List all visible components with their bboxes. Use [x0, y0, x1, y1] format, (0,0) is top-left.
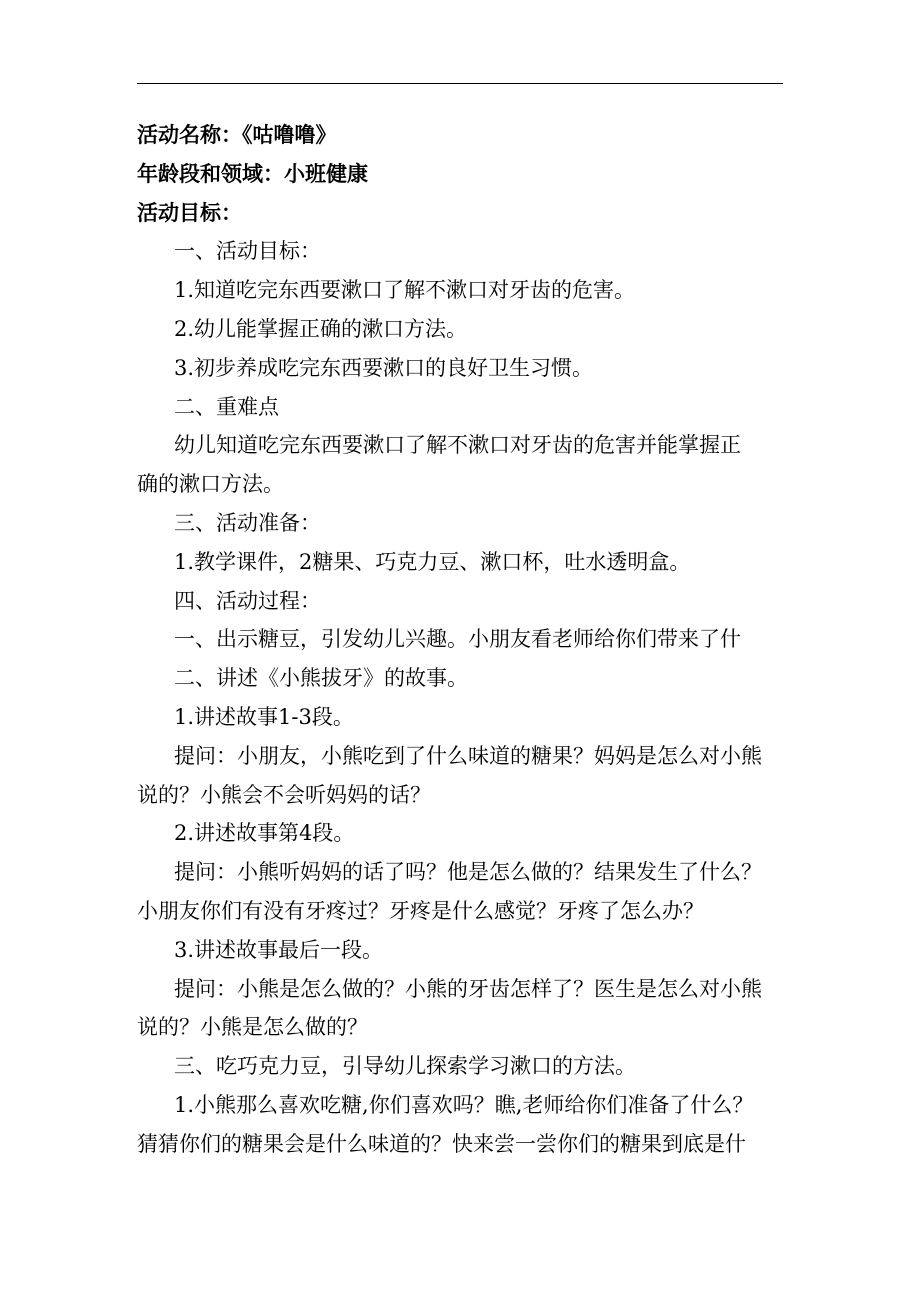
paragraph-line: 猜猜你们的糖果会是什么味道的？快来尝一尝你们的糖果到底是什 — [137, 1132, 746, 1156]
paragraph-line: 提问：小朋友，小熊吃到了什么味道的糖果？妈妈是怎么对小熊 — [174, 744, 762, 768]
paragraph-line: 1.讲述故事1-3段。 — [174, 705, 354, 729]
paragraph-line: 3.讲述故事最后一段。 — [174, 938, 384, 962]
paragraph-line: 提问：小熊听妈妈的话了吗？他是怎么做的？结果发生了什么？ — [174, 860, 762, 884]
paragraph-line: 说的？小熊会不会听妈妈的话？ — [137, 783, 431, 807]
paragraph-line: 三、吃巧克力豆，引导幼儿探索学习漱口的方法。 — [174, 1054, 636, 1078]
activity-name: 活动名称：《咕噜噜》 — [137, 123, 337, 147]
paragraph-line: 三、活动准备： — [174, 511, 321, 535]
paragraph-line: 二、讲述《小熊拔牙》的故事。 — [174, 666, 468, 690]
paragraph-line: 1.小熊那么喜欢吃糖,你们喜欢吗？瞧,老师给你们准备了什么？ — [174, 1093, 754, 1117]
paragraph-line: 说的？小熊是怎么做的？ — [137, 1015, 368, 1039]
paragraph-line: 1.知道吃完东西要漱口了解不漱口对牙齿的危害。 — [174, 278, 636, 302]
header-rule — [137, 83, 783, 84]
activity-goals-heading: 活动目标： — [137, 201, 242, 225]
paragraph-line: 提问：小熊是怎么做的？小熊的牙齿怎样了？医生是怎么对小熊 — [174, 977, 762, 1001]
paragraph-line: 1.教学课件，2糖果、巧克力豆、漱口杯，吐水透明盒。 — [174, 550, 691, 574]
paragraph-line: 2.讲述故事第4段。 — [174, 821, 355, 845]
paragraph-line: 3.初步养成吃完东西要漱口的良好卫生习惯。 — [174, 356, 594, 380]
age-and-field: 年龄段和领域：小班健康 — [137, 162, 368, 186]
paragraph-line: 小朋友你们有没有牙疼过？牙疼是什么感觉？牙疼了怎么办？ — [137, 899, 704, 923]
paragraph-line: 四、活动过程： — [174, 589, 321, 613]
paragraph-line: 2.幼儿能掌握正确的漱口方法。 — [174, 317, 468, 341]
paragraph-line: 确的漱口方法。 — [137, 472, 284, 496]
paragraph-line: 二、重难点 — [174, 395, 279, 419]
paragraph-line: 幼儿知道吃完东西要漱口了解不漱口对牙齿的危害并能掌握正 — [174, 433, 741, 457]
paragraph-line: 一、出示糖豆，引发幼儿兴趣。小朋友看老师给你们带来了什 — [174, 627, 741, 651]
paragraph-line: 一、活动目标： — [174, 239, 321, 263]
